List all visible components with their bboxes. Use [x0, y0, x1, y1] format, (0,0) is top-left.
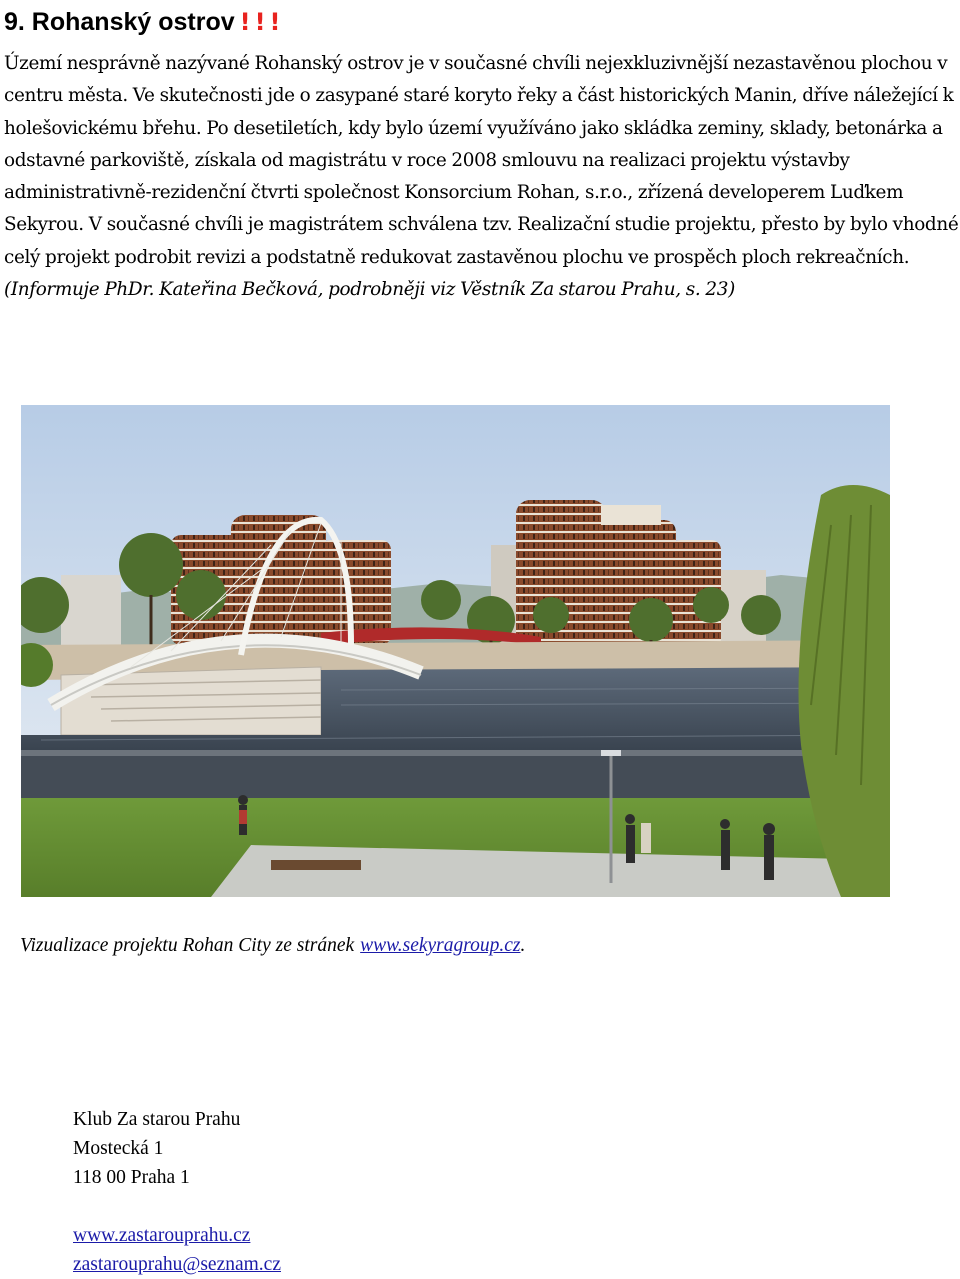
caption-text: Vizualizace projektu Rohan City ze stránek [20, 935, 355, 956]
sekyragroup-link[interactable]: www.sekyragroup.cz [360, 935, 521, 956]
article-body [4, 48, 960, 306]
image-caption [20, 932, 525, 960]
caption-suffix: . [520, 935, 526, 956]
footer-street: Mostecká 1 [73, 1138, 164, 1159]
footer-web-link[interactable]: www.zastarouprahu.cz [73, 1225, 251, 1246]
exclamation-icons: !!! [239, 8, 285, 36]
rohan-city-visualization-image [21, 405, 890, 897]
footer-email-link[interactable]: zastarouprahu@seznam.cz [73, 1254, 281, 1275]
article-paragraph: Území nesprávně nazývané Rohanský ostrov je v současné chvíli nejexkluzivnější nezastavěnou plochou v centru města. Ve skutečnosti jde o zasypané staré koryto řeky a část historických Manin, dříve náležející k holešovickému břehu. Po desetiletích, kdy bylo území využíváno jako skládka zeminy, sklady, betonárka a odstavné parkoviště, získala od magistrátu v roce 2008 smlouvu na realizaci projektu výstavby administrativně-rezidenční čtvrti společnost Konsorcium Rohan, s.r.o., zřízená developerem Luďkem Sekyrou. V současné chvíli je magistrátem schválena tzv. Realizační studie projektu, přesto by bylo vhodné celý projekt podrobit revizi a podstatně redukovat zastavěnou plochu ve prospěch ploch rekreačních. [4, 53, 959, 268]
footer-organization: Klub Za starou Prahu [73, 1109, 241, 1130]
heading-title: 9. Rohanský ostrov [4, 8, 235, 36]
article-attribution: (Informuje PhDr. Kateřina Bečková, podrobněji viz Věstník Za starou Prahu, s. 23) [4, 279, 735, 301]
footer-city: 118 00 Praha 1 [73, 1167, 190, 1188]
article-heading [4, 4, 284, 40]
